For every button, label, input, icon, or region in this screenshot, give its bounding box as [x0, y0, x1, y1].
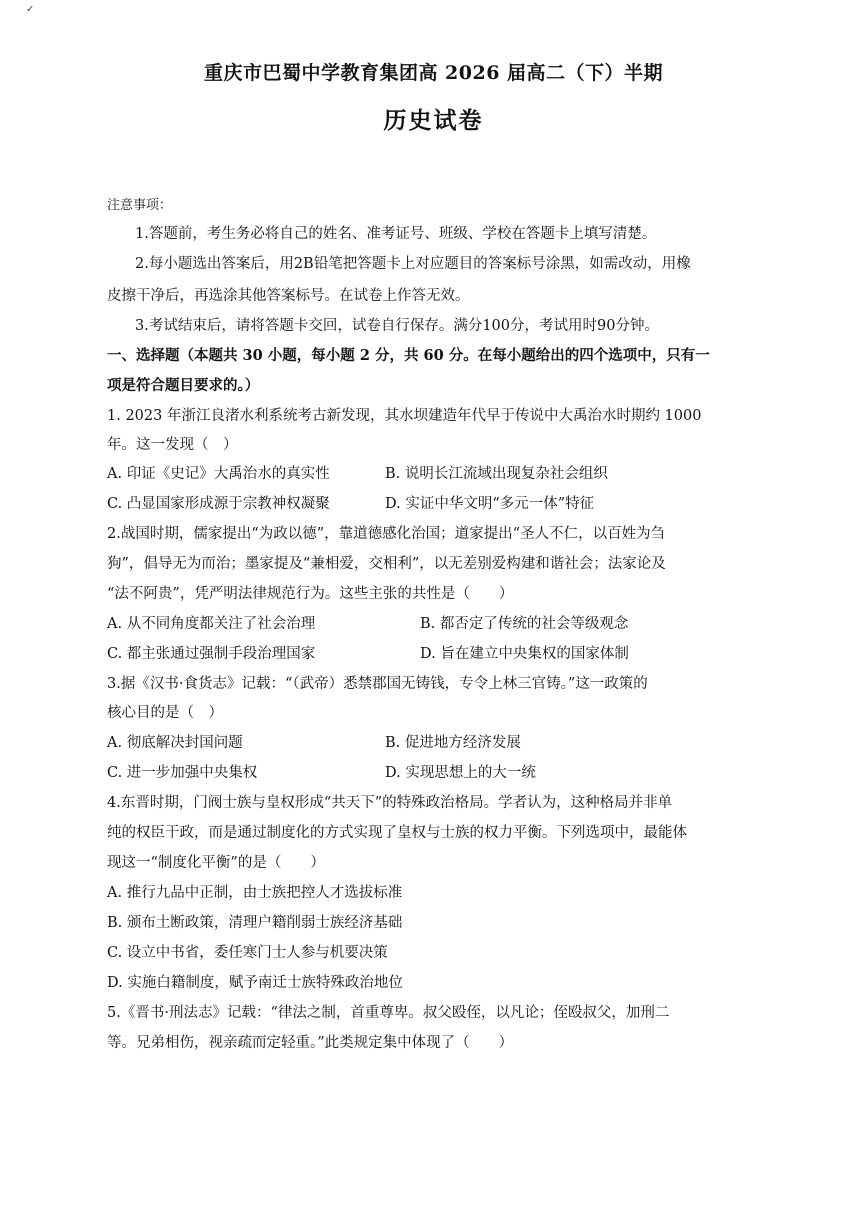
section-heading-cont: 项是符合题目要求的。） [107, 377, 260, 394]
question-stem: “法不阿贵”，凭严明法律规范行为。这些主张的共性是（ ） [107, 586, 514, 602]
question-stem: 核心目的是（ ） [107, 705, 223, 721]
notice-item: 1.答题前，考生务必将自己的姓名、准考证号、班级、学校在答题卡上填写清楚。 [135, 226, 657, 242]
option-a: A. 推行九品中正制，由士族把控人才选拔标准 [107, 885, 403, 901]
option-c: C. 设立中书省，委任寒门士人参与机要决策 [107, 945, 388, 961]
scan-mark: ✓ [26, 4, 35, 15]
option-c: C. 都主张通过强制手段治理国家 [107, 646, 316, 662]
option-d: D. 实现思想上的大一统 [385, 765, 536, 781]
notice-heading: 注意事项： [107, 198, 173, 213]
exam-title: 重庆市巴蜀中学教育集团高 2026 届高二（下）半期 [203, 62, 664, 84]
question-stem: 4.东晋时期，门阀士族与皇权形成“共天下”的特殊政治格局。学者认为，这种格局并非单 [107, 795, 673, 811]
question-stem: 等。兄弟相伤，视亲疏而定轻重。”此类规定集中体现了（ ） [107, 1035, 514, 1051]
option-d: D. 旨在建立中央集权的国家体制 [420, 646, 629, 662]
option-a: A. 从不同角度都关注了社会治理 [107, 616, 316, 632]
option-d: D. 实施白籍制度，赋予南迁士族特殊政治地位 [107, 975, 403, 991]
option-c: C. 凸显国家形成源于宗教神权凝聚 [107, 496, 330, 512]
question-stem: 现这一“制度化平衡”的是（ ） [107, 855, 325, 871]
option-a: A. 印证《史记》大禹治水的真实性 [107, 466, 330, 482]
question-stem: 2.战国时期，儒家提出“为政以德”，靠道德感化治国；道家提出“圣人不仁，以百姓为刍 [107, 526, 666, 542]
notice-item: 2.每小题选出答案后，用2B铅笔把答题卡上对应题目的答案标号涂黑，如需改动，用橡 [135, 256, 691, 272]
option-a: A. 彻底解决封国问题 [107, 735, 243, 751]
question-stem: 年。这一发现（ ） [107, 437, 238, 453]
section-heading: 一、选择题（本题共 30 小题，每小题 2 分，共 60 分。在每小题给出的四个选项中，只有一 [107, 347, 710, 364]
option-d: D. 实证中华文明“多元一体”特征 [385, 496, 595, 512]
notice-item: 3.考试结束后，请将答题卡交回，试卷自行保存。满分100分，考试用时90分钟。 [135, 318, 659, 334]
question-stem: 3.据《汉书·食货志》记载：“（武帝）悉禁郡国无铸钱，专令上林三官铸。”这一政策的 [107, 676, 648, 692]
option-b: B. 颁布土断政策，清理户籍削弱士族经济基础 [107, 915, 403, 931]
exam-subject: 历史试卷 [383, 107, 484, 134]
question-stem: 1. 2023 年浙江良渚水利系统考古新发现，其水坝建造年代早于传说中大禹治水时期约 1000 [107, 408, 702, 424]
option-b: B. 都否定了传统的社会等级观念 [420, 616, 629, 632]
question-stem: 5.《晋书·刑法志》记载：“律法之制，首重尊卑。叔父殴侄，以凡论；侄殴叔父，加刑二 [107, 1005, 670, 1021]
question-stem: 狗”，倡导无为而治；墨家提及“兼相爱，交相利”，以无差别爱构建和谐社会；法家论及 [107, 556, 666, 572]
option-b: B. 促进地方经济发展 [385, 735, 521, 751]
option-c: C. 进一步加强中央集权 [107, 765, 258, 781]
notice-item: 皮擦干净后，再选涂其他答案标号。在试卷上作答无效。 [107, 288, 470, 304]
option-b: B. 说明长江流域出现复杂社会组织 [385, 466, 608, 482]
question-stem: 纯的权臣干政，而是通过制度化的方式实现了皇权与士族的权力平衡。下列选项中，最能体 [107, 825, 687, 841]
